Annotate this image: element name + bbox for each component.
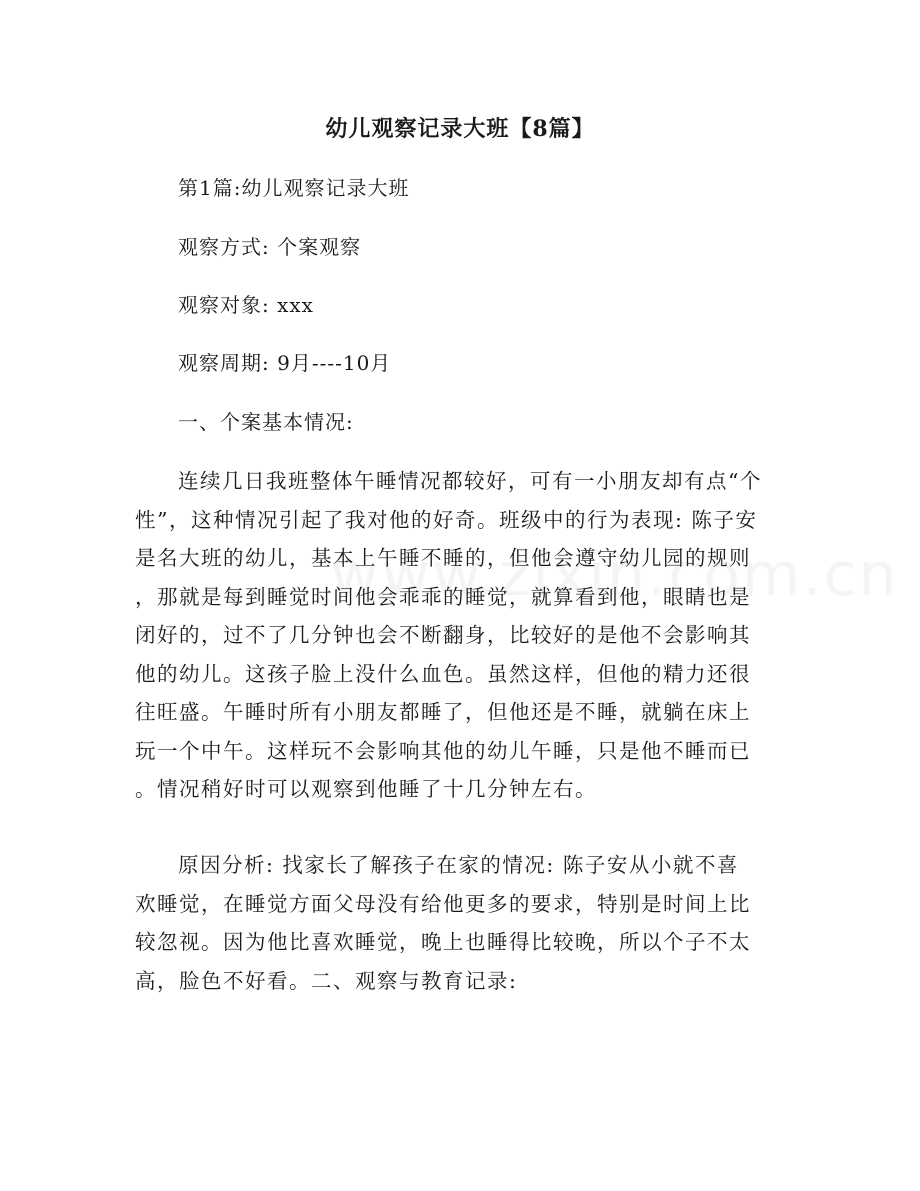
chapter-heading: 第1篇:幼儿观察记录大班 xyxy=(178,176,410,200)
observation-period: 观察周期: 9月----10月 xyxy=(178,351,392,375)
document-title: 幼儿观察记录大班【8篇】 xyxy=(325,116,595,142)
paragraph-line: 玩一个中午。这样玩不会影响其他的幼儿午睡，只是他不睡而已 xyxy=(135,738,751,763)
paragraph-line: 高，脸色不好看。二、观察与教育记录: xyxy=(135,968,518,993)
paragraph-line: 。情况稍好时可以观察到他睡了十几分钟左右。 xyxy=(135,777,597,801)
paragraph-line: 欢睡觉，在睡觉方面父母没有给他更多的要求，特别是时间上比 xyxy=(135,891,751,916)
paragraph-line: 闭好的，过不了几分钟也会不断翻身，比较好的是他不会影响其 xyxy=(135,623,751,647)
paragraph-line: 连续几日我班整体午睡情况都较好，可有一小朋友却有点“个 xyxy=(178,469,762,493)
section-heading-basic-info: 一、个案基本情况: xyxy=(178,410,354,434)
paragraph-cause-analysis xyxy=(135,846,775,1000)
paragraph-line: 往旺盛。午睡时所有小朋友都睡了，但他还是不睡，就躺在床上 xyxy=(135,700,751,724)
paragraph-line: 较忽视。因为他比喜欢睡觉，晚上也睡得比较晚，所以个子不太 xyxy=(135,930,751,954)
paragraph-case-situation xyxy=(135,462,775,809)
observation-method: 观察方式: 个案观察 xyxy=(178,235,362,259)
observation-subject: 观察对象: xxx xyxy=(178,293,314,317)
paragraph-line: 性”，这种情况引起了我对他的好奇。班级中的行为表现: 陈子安 xyxy=(135,507,758,532)
paragraph-line: 他的幼儿。这孩子脸上没什么血色。虽然这样，但他的精力还很 xyxy=(135,661,751,686)
paragraph-line: ，那就是每到睡觉时间他会乖乖的睡觉，就算看到他，眼睛也是 xyxy=(135,584,751,609)
paragraph-line: 原因分析: 找家长了解孩子在家的情况: 陈子安从小就不喜 xyxy=(178,853,739,877)
paragraph-line: 是名大班的幼儿，基本上午睡不睡的，但他会遵守幼儿园的规则 xyxy=(135,546,751,570)
